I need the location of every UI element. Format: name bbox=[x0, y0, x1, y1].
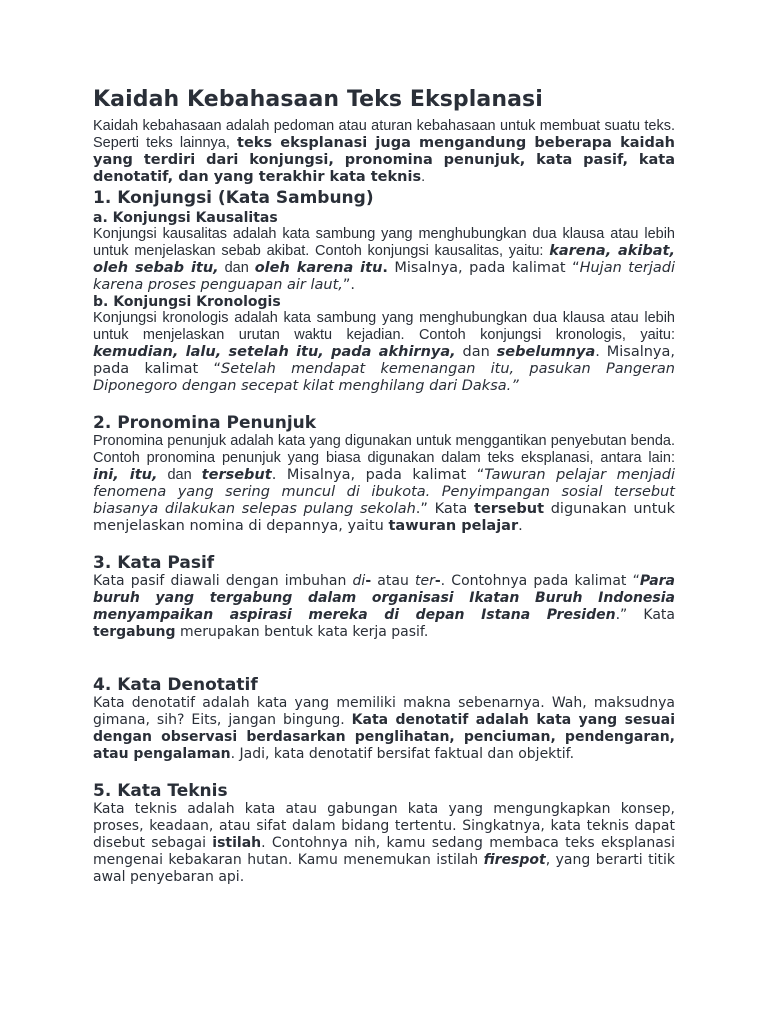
emphasis-bold: istilah bbox=[212, 835, 262, 851]
section-5-paragraph bbox=[93, 801, 675, 886]
emphasis-bold: . bbox=[382, 260, 388, 276]
text-run: .” Kata bbox=[615, 607, 675, 623]
intro-bold: teks eksplanasi juga mengandung beberapa kaidah yang terdiri dari konjungsi, pronomina penunjuk, kata pasif, kata denotatif, dan yang terakhir kata teknis bbox=[93, 135, 675, 185]
text-run: . bbox=[518, 518, 523, 534]
section-4-heading: 4. Kata Denotatif bbox=[93, 675, 258, 695]
section-4-paragraph bbox=[93, 695, 675, 763]
emphasis-italic: ter bbox=[415, 573, 435, 589]
text-run: dan bbox=[455, 344, 497, 360]
emphasis-bold: tergabung bbox=[93, 624, 176, 640]
text-run: dan bbox=[218, 260, 255, 276]
spacer bbox=[93, 763, 675, 781]
section-2-heading: 2. Pronomina Penunjuk bbox=[93, 413, 317, 433]
text-run: . Contohnya pada kalimat “ bbox=[440, 573, 640, 589]
text-run: . Contohnya nih, kamu sedang membaca teks eksplanasi mengenai kebakaran hutan. Kamu menemukan istilah bbox=[93, 835, 675, 868]
document-page bbox=[93, 86, 675, 886]
text-run: Misalnya, pada kalimat “ bbox=[387, 260, 580, 276]
spacer bbox=[93, 395, 675, 413]
text-run: digunakan untuk menjelaskan nomina di depannya, yaitu bbox=[93, 501, 675, 534]
emphasis-bold-italic: sebelumnya bbox=[496, 344, 596, 360]
text-run: Kata pasif diawali dengan imbuhan bbox=[93, 573, 353, 589]
emphasis-italic: di bbox=[352, 573, 366, 589]
text-run: dan bbox=[157, 467, 202, 483]
text-run: Pronomina penunjuk adalah kata yang digunakan untuk menggantikan penyebutan benda. Contoh pronomina penunjuk yang biasa digunakan dalam teks eksplanasi, antara lain: bbox=[93, 433, 675, 466]
intro-paragraph bbox=[93, 118, 675, 186]
emphasis-bold: - bbox=[434, 573, 441, 589]
section-3-heading: 3. Kata Pasif bbox=[93, 553, 215, 573]
section-3-paragraph bbox=[93, 573, 675, 641]
text-run: atau bbox=[371, 573, 415, 589]
emphasis-bold-italic: kemudian, lalu, setelah itu, pada akhirnya, bbox=[93, 344, 456, 360]
emphasis-bold-italic: Para buruh yang tergabung dalam organisasi Ikatan Buruh Indonesia menyampaikan aspirasi mereka di depan Istana Presiden bbox=[93, 573, 675, 623]
emphasis-bold-italic: ini, itu, bbox=[93, 467, 158, 483]
emphasis-bold: - bbox=[365, 573, 372, 589]
text-run: .” Kata bbox=[415, 501, 475, 517]
text-run: ”. bbox=[342, 277, 356, 293]
emphasis-bold: tawuran pelajar bbox=[388, 518, 519, 534]
text-run: merupakan bentuk kata kerja pasif. bbox=[175, 624, 429, 640]
emphasis-italic: Tawuran pelajar menjadi fenomena yang sering muncul di ibukota. Penyimpangan sosial tersebut biasanya dilakukan selepas pulang sekolah bbox=[93, 467, 676, 517]
section-5-heading: 5. Kata Teknis bbox=[93, 781, 228, 801]
text-run: . Misalnya, pada kalimat “ bbox=[93, 344, 676, 377]
emphasis-bold-italic: tersebut bbox=[201, 467, 272, 483]
spacer bbox=[93, 535, 675, 553]
text-run: Kata teknis adalah kata atau gabungan kata yang mengungkapkan konsep, proses, keadaan, atau sifat dalam bidang tertentu. Singkatnya, kata teknis dapat disebut sebagai bbox=[93, 801, 675, 851]
emphasis-bold-italic: firespot bbox=[483, 852, 546, 868]
subsection-1b-paragraph bbox=[93, 310, 675, 395]
section-2-paragraph bbox=[93, 433, 675, 535]
spacer bbox=[93, 641, 675, 675]
emphasis-italic: Setelah mendapat kemenangan itu, pasukan Pangeran Diponegoro dengan secepat kilat menghilang dari Daksa.” bbox=[93, 361, 675, 394]
subsection-1a-heading: a. Konjungsi Kausalitas bbox=[93, 210, 278, 226]
text-run: Konjungsi kronologis adalah kata sambung yang menghubungkan dua klausa atau lebih untuk menjelaskan urutan waktu kejadian. Contoh konjungsi kronologis, yaitu: bbox=[93, 310, 675, 343]
emphasis-bold-italic: karena, akibat, oleh sebab itu, bbox=[93, 243, 675, 276]
text-run: . Misalnya, pada kalimat “ bbox=[271, 467, 485, 483]
text-run: . Jadi, kata denotatif bersifat faktual dan objektif. bbox=[230, 746, 575, 762]
text-run: , yang berarti titik awal penyebaran api. bbox=[93, 852, 675, 885]
subsection-1a-paragraph bbox=[93, 226, 675, 294]
section-1-heading: 1. Konjungsi (Kata Sambung) bbox=[93, 188, 374, 208]
intro-text: Kaidah kebahasaan adalah pedoman atau aturan kebahasaan untuk membuat suatu teks. Seperti teks lainnya, bbox=[93, 118, 675, 151]
document-title: Kaidah Kebahasaan Teks Eksplanasi bbox=[93, 87, 543, 112]
emphasis-italic: Hujan terjadi karena proses penguapan air laut, bbox=[93, 260, 675, 293]
emphasis-bold-italic: oleh karena itu bbox=[254, 260, 383, 276]
text-run: Konjungsi kausalitas adalah kata sambung yang menghubungkan dua klausa atau lebih untuk menjelaskan sebab akibat. Contoh konjungsi kausalitas, yaitu: bbox=[93, 226, 675, 259]
intro-end: . bbox=[421, 169, 426, 185]
text-run: Kata denotatif adalah kata yang memiliki makna sebenarnya. Wah, maksudnya gimana, sih? Eits, jangan bingung. bbox=[93, 695, 675, 728]
emphasis-bold: Kata denotatif adalah kata yang sesuai dengan observasi berdasarkan penglihatan, penciuman, pendengaran, atau pengalaman bbox=[93, 712, 675, 762]
emphasis-bold: tersebut bbox=[474, 501, 545, 517]
subsection-1b-heading: b. Konjungsi Kronologis bbox=[93, 294, 281, 310]
